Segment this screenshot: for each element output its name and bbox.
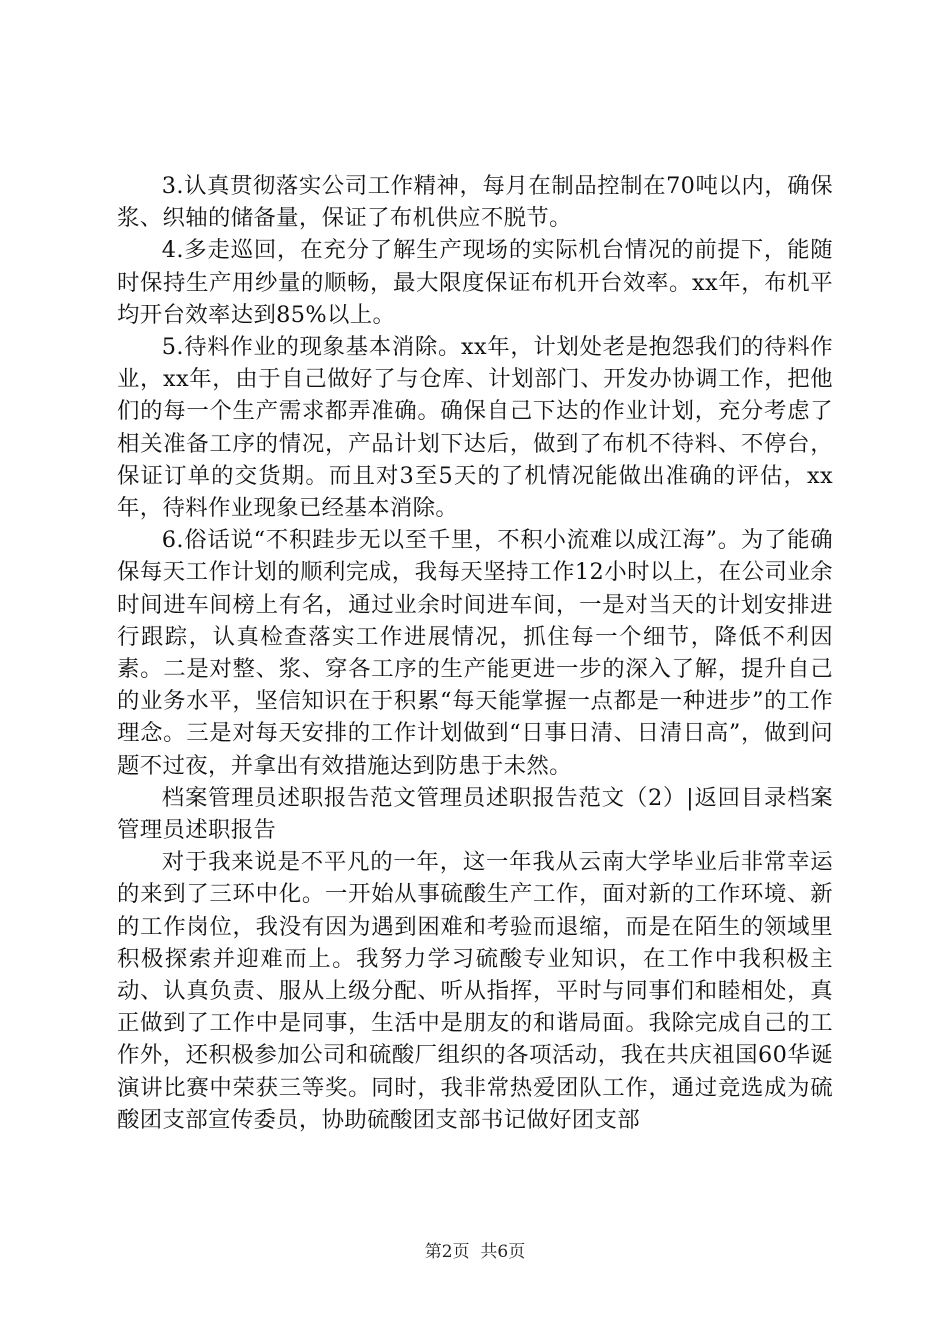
footer-spacer: [470, 1242, 481, 1262]
page-total: 共6页: [480, 1242, 526, 1262]
page-number: 第2页: [424, 1242, 470, 1262]
paragraph-item-3: 3.认真贯彻落实公司工作精神，每月在制品控制在70吨以内，确保浆、织轴的储备量，保证了布机供应不脱节。: [117, 173, 833, 232]
page-footer: [0, 1241, 950, 1263]
section-heading: 档案管理员述职报告范文管理员述职报告范文（2）|返回目录档案管理员述职报告: [117, 784, 833, 844]
paragraph-item-6: 6.俗话说“不积跬步无以至千里，不积小流难以成江海”。为了能确保每天工作计划的顺利完成，我每天坚持工作12小时以上，在公司业余时间进车间榜上有名，通过业余时间进车间，一是对当天的计划安排进行跟踪，认真检查落实工作进展情况，抓住每一个细节，降低不利因素。二是对整、浆、穿各工序的生产能更进一步的深入了解，提升自己的业务水平，坚信知识在于积累“每天能掌握一点都是一种进步”的工作理念。三是对每天安排的工作计划做到“日事日清、日清日高”，做到问题不过夜，并拿出有效措施达到防患于未然。: [117, 527, 833, 779]
paragraph-item-5: 5.待料作业的现象基本消除。xx年，计划处老是抱怨我们的待料作业，xx年，由于自己做好了与仓库、计划部门、开发办协调工作，把他们的每一个生产需求都弄准确。确保自己下达的作业计划，充分考虑了相关准备工序的情况，产品计划下达后，做到了布机不待料、不停台，保证订单的交货期。而且对3至5天的了机情况能做出准确的评估，xx年，待料作业现象已经基本消除。: [117, 334, 833, 522]
document-body: [117, 170, 833, 1136]
paragraph-report: 对于我来说是不平凡的一年，这一年我从云南大学毕业后非常幸运的来到了三环中化。一开始从事硫酸生产工作，面对新的工作环境、新的工作岗位，我没有因为遇到困难和考验而退缩，而是在陌生的领域里积极探索并迎难而上。我努力学习硫酸专业知识，在工作中我积极主动、认真负责、服从上级分配、听从指挥，平时与同事们和睦相处，真正做到了工作中是同事，生活中是朋友的和谐局面。我除完成自己的工作外，还积极参加公司和硫酸厂组织的各项活动，我在共庆祖国60华诞演讲比赛中荣获三等奖。同时，我非常热爱团队工作，通过竞选成为硫酸团支部宣传委员，协助硫酸团支部书记做好团支部: [117, 849, 833, 1133]
paragraph-item-4: 4.多走巡回，在充分了解生产现场的实际机台情况的前提下，能随时保持生产用纱量的顺畅，最大限度保证布机开台效率。xx年，布机平均开台效率达到85%以上。: [117, 237, 833, 328]
